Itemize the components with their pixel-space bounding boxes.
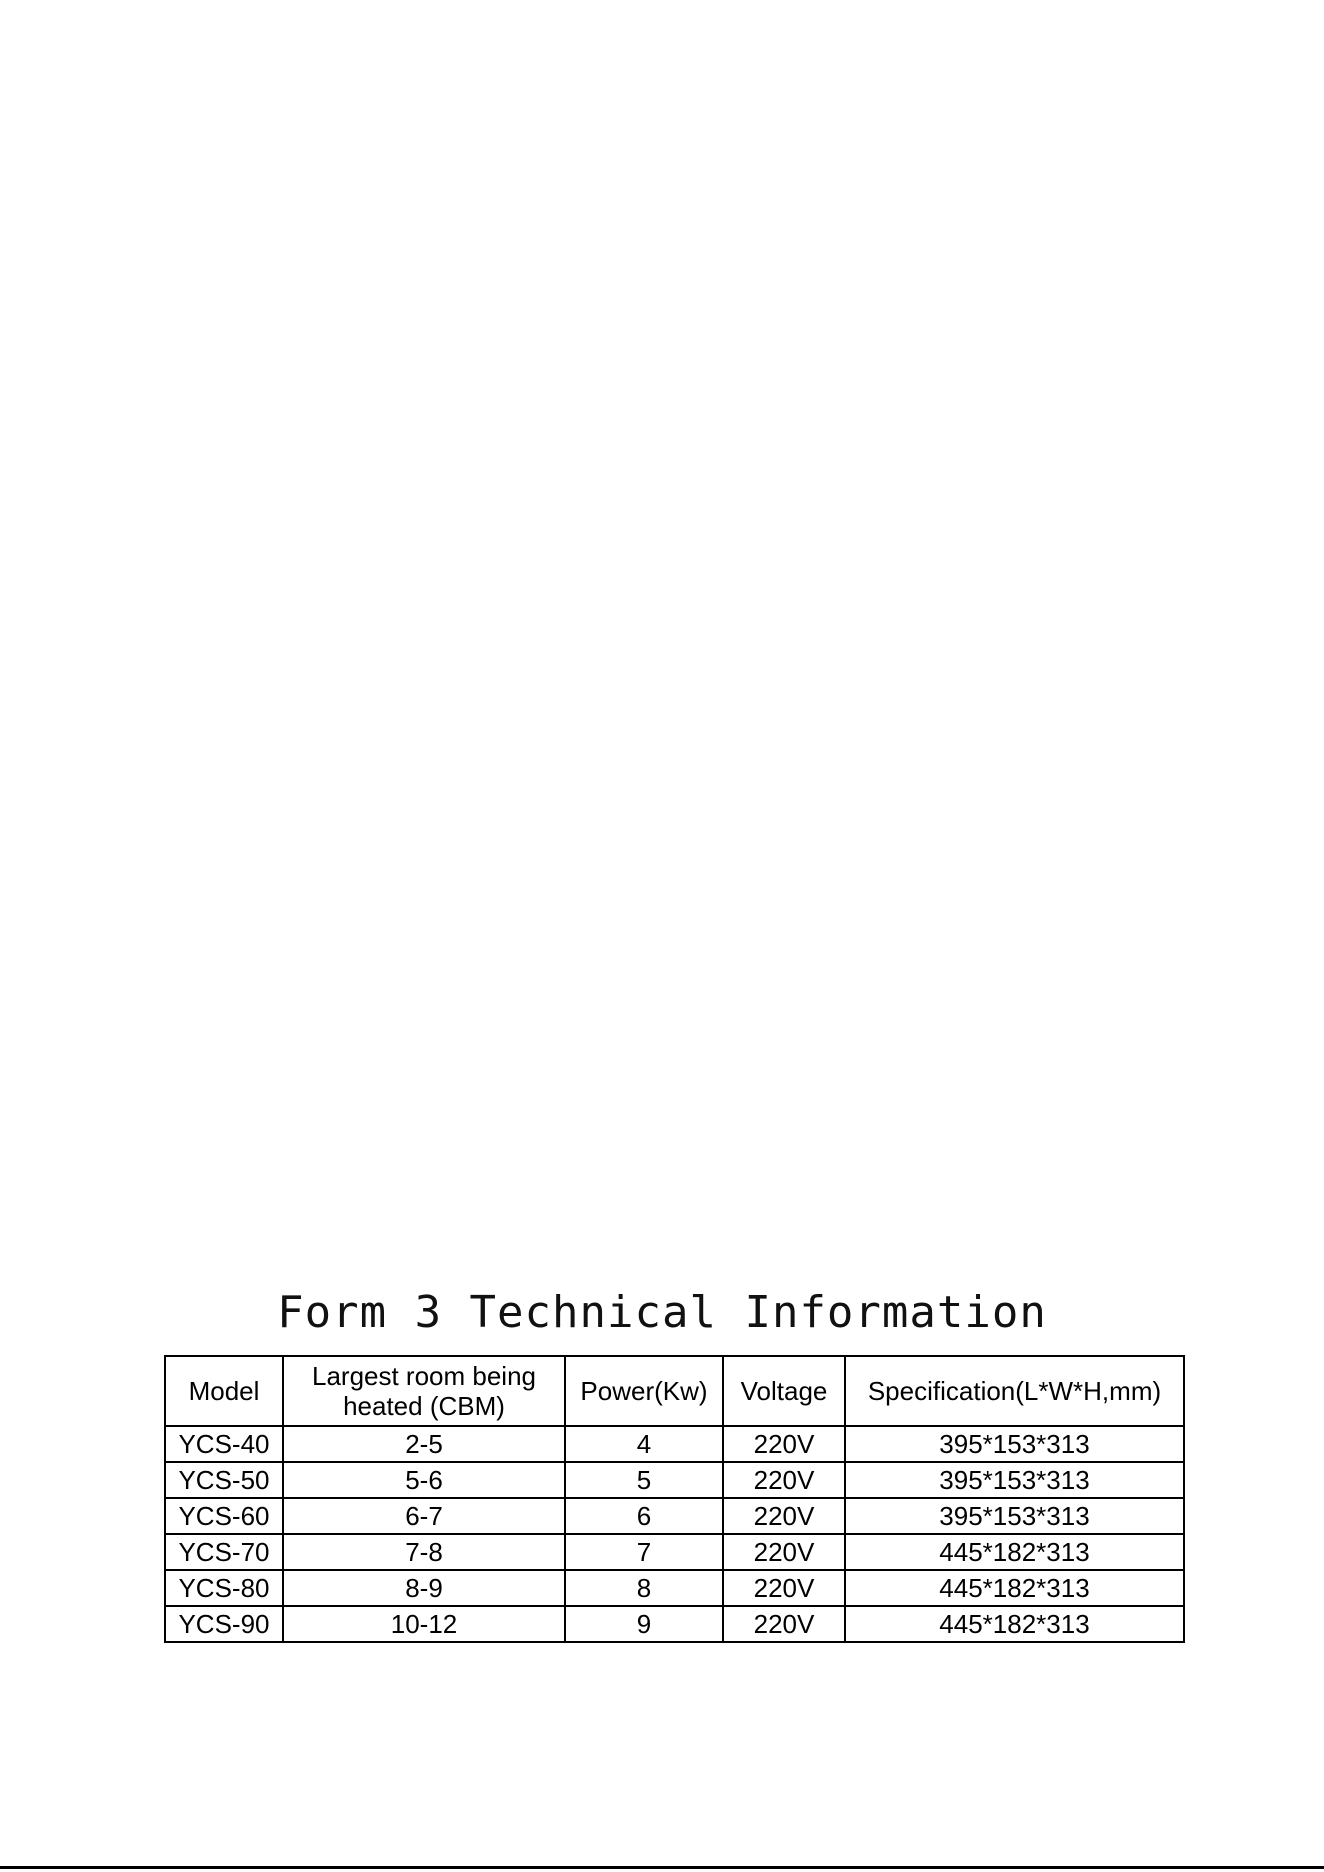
cell-model: YCS-60 [165,1498,283,1534]
cell-room-size: 7-8 [283,1534,565,1570]
cell-model: YCS-80 [165,1570,283,1606]
table-row [165,1606,1184,1642]
cell-power: 9 [565,1606,723,1642]
cell-model: YCS-50 [165,1462,283,1498]
header-specification: Specification(L*W*H,mm) [845,1356,1184,1426]
technical-info-table [164,1355,1185,1643]
cell-specification: 395*153*313 [845,1426,1184,1462]
form-title: Form 3 Technical Information [277,1287,1047,1338]
table-row [165,1534,1184,1570]
cell-voltage: 220V [723,1498,845,1534]
cell-voltage: 220V [723,1462,845,1498]
cell-power: 6 [565,1498,723,1534]
cell-specification: 395*153*313 [845,1498,1184,1534]
cell-power: 7 [565,1534,723,1570]
table-row [165,1462,1184,1498]
cell-room-size: 5-6 [283,1462,565,1498]
cell-voltage: 220V [723,1570,845,1606]
table-header-row [165,1356,1184,1426]
table-row [165,1426,1184,1462]
cell-room-size: 2-5 [283,1426,565,1462]
cell-specification: 445*182*313 [845,1606,1184,1642]
cell-power: 5 [565,1462,723,1498]
cell-model: YCS-70 [165,1534,283,1570]
cell-voltage: 220V [723,1426,845,1462]
cell-room-size: 6-7 [283,1498,565,1534]
cell-model: YCS-40 [165,1426,283,1462]
header-power: Power(Kw) [565,1356,723,1426]
cell-model: YCS-90 [165,1606,283,1642]
cell-room-size: 10-12 [283,1606,565,1642]
cell-specification: 445*182*313 [845,1534,1184,1570]
bottom-divider [0,1866,1324,1869]
cell-voltage: 220V [723,1534,845,1570]
table-row [165,1570,1184,1606]
cell-voltage: 220V [723,1606,845,1642]
cell-room-size: 8-9 [283,1570,565,1606]
cell-specification: 445*182*313 [845,1570,1184,1606]
header-voltage: Voltage [723,1356,845,1426]
cell-specification: 395*153*313 [845,1462,1184,1498]
cell-power: 8 [565,1570,723,1606]
cell-power: 4 [565,1426,723,1462]
header-room-size: Largest room being heated (CBM) [283,1356,565,1426]
header-model: Model [165,1356,283,1426]
table-row [165,1498,1184,1534]
